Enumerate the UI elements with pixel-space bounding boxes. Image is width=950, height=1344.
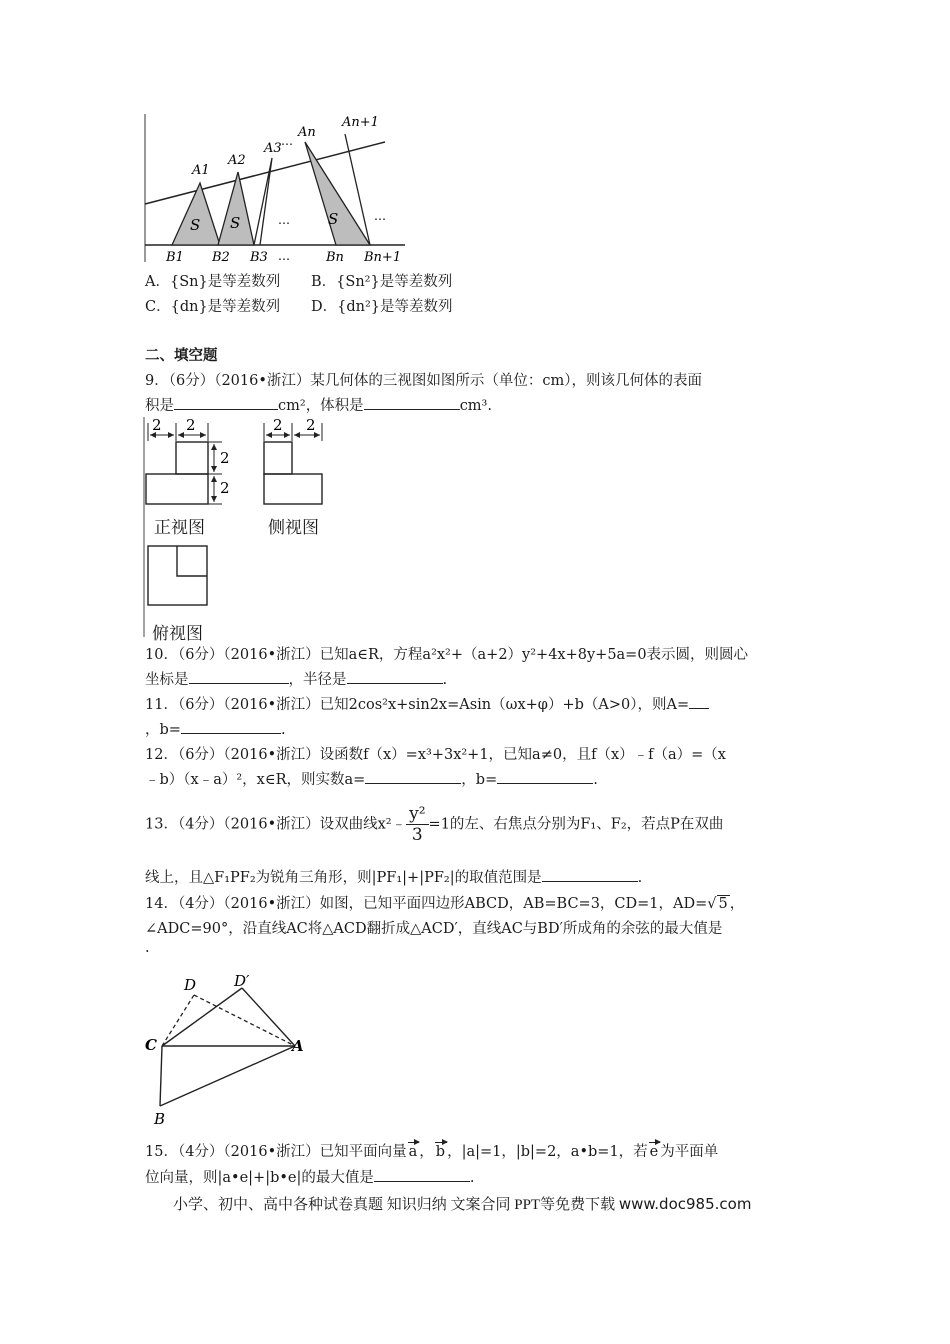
q8-option-a: A．{Sn}是等差数列: [145, 274, 281, 290]
fig14-label: D: [184, 976, 197, 994]
answer-blank: [689, 694, 709, 709]
side-view-label: 侧视图: [268, 518, 319, 538]
q13-text: 13．（4分）（2016•浙江）设双曲线x²﹣: [145, 816, 407, 833]
q15-line2: [145, 1166, 475, 1187]
fig8-label: …: [281, 134, 293, 148]
fig8-label: Bn+1: [364, 250, 402, 264]
q11-text: 11．（6分）（2016•浙江）已知2cos²x+sin2x=Asin（ωx+φ）+b（A>0），则A=: [145, 697, 690, 713]
q13-line1: [145, 804, 723, 845]
fig8-label: A2: [228, 153, 246, 168]
q12-text: ﹣b）（x﹣a）²，x∈R，则实数a=: [145, 772, 366, 788]
fig14-label: A: [292, 1037, 304, 1055]
answer-blank: [174, 395, 278, 410]
answer-blank: [374, 1167, 470, 1182]
q13-text: 线上，且△F₁PF₂为锐角三角形，则|PF₁|+|PF₂|的取值范围是: [145, 870, 542, 886]
q8-option-c: C．{dn}是等差数列: [145, 299, 281, 315]
fig8-label: B2: [212, 250, 230, 264]
fig8-label: An: [298, 125, 316, 140]
q15-end: .: [469, 1170, 475, 1186]
vector-e: e: [649, 1144, 659, 1160]
fig14-label: B: [154, 1110, 166, 1128]
fig8-area-label: S: [190, 216, 201, 234]
q9-text: 积是: [145, 398, 174, 414]
sqrt-symbol: √: [707, 896, 717, 912]
dimension-label: 2: [306, 416, 316, 434]
q13-line2: [145, 866, 642, 887]
q10-end: .: [442, 672, 448, 688]
q12-end: .: [593, 772, 598, 788]
q9-unit: cm²: [278, 398, 306, 414]
vector-a: a: [408, 1144, 418, 1160]
fig8-label: …: [278, 213, 290, 227]
section-title: 二、填空题: [145, 347, 218, 364]
answer-blank: [497, 769, 593, 784]
fig8-label: …: [374, 209, 386, 223]
fig14-label: C: [145, 1036, 157, 1054]
q10-line1: 10．（6分）（2016•浙江）已知a∈R，方程a²x²+（a+2）y²+4x+8y+5a=0表示圆，则圆心: [145, 647, 749, 663]
fig8-label: A3: [264, 141, 282, 156]
answer-blank: [365, 769, 461, 784]
q15-text: 位向量，则|a•e|+|b•e|的最大值是: [145, 1170, 374, 1186]
q14-line3: .: [145, 940, 150, 956]
q15-line1: [145, 1140, 718, 1161]
sequence-triangles-figure: [140, 112, 410, 264]
q14-text: 14．（4分）（2016•浙江）如图，已知平面四边形ABCD，AB=BC=3，CD=1，AD=: [145, 896, 708, 912]
q12-text: ，b=: [461, 772, 498, 788]
vector-b: b: [435, 1144, 446, 1160]
fig8-area-label: S: [328, 210, 339, 228]
q12-line2: [145, 768, 598, 789]
fig8-label: B3: [250, 250, 268, 264]
q11-end: .: [280, 722, 286, 738]
q10-line2: [145, 668, 447, 689]
dimension-label: 2: [273, 416, 283, 434]
q14-text: ，: [729, 896, 745, 912]
quadrilateral-fold-figure: [140, 968, 320, 1128]
q12-line1: 12．（6分）（2016•浙江）设函数f（x）=x³+3x²+1，已知a≠0，且f（x）﹣f（a）=（x: [145, 747, 726, 763]
q8-option-b: B．{Sn²}是等差数列: [311, 274, 453, 290]
dimension-label: 2: [186, 416, 196, 434]
dimension-label: 2: [220, 479, 230, 497]
answer-blank: [181, 719, 281, 734]
fig8-label: An+1: [342, 115, 379, 130]
q9-end: .: [487, 398, 492, 414]
answer-blank: [347, 669, 443, 684]
q14-line1: [145, 892, 744, 913]
footer-link[interactable]: www.doc985.com: [618, 1195, 752, 1213]
q15-text: |a|=1，|b|=2，a•b=1，若: [461, 1144, 648, 1160]
fig8-label: A1: [192, 163, 210, 178]
q11-line2: [145, 718, 286, 739]
dimension-label: 2: [152, 416, 162, 434]
q9-line1: 9．（6分）（2016•浙江）某几何体的三视图如图所示（单位：cm），则该几何体的表面: [145, 373, 703, 389]
q9-unit: cm³: [459, 398, 488, 414]
q14-line2: ∠ADC=90°，沿直线AC将△ACD翻折成△ACD′，直线AC与BD′所成角的余弦的最大值是: [145, 921, 723, 937]
q13-text: =1的左、右焦点分别为F₁、F₂，若点P在双曲: [428, 816, 724, 833]
front-view-label: 正视图: [154, 518, 205, 538]
q11-line1: [145, 693, 709, 714]
q15-separator: ，: [447, 1144, 462, 1160]
q15-text: 15．（4分）（2016•浙江）已知平面向量: [145, 1144, 407, 1160]
answer-blank: [189, 669, 289, 684]
q13-end: .: [637, 870, 643, 886]
dimension-label: 2: [220, 449, 230, 467]
q15-text: 为平面单: [660, 1144, 719, 1160]
fig8-label: …: [278, 249, 290, 263]
fig14-label: D′: [234, 972, 250, 990]
fig8-label: B1: [166, 250, 184, 264]
answer-blank: [364, 395, 460, 410]
q11-text: ，b=: [145, 722, 181, 738]
sqrt-radicand: 5: [718, 896, 728, 912]
fraction-numerator: y²: [406, 804, 428, 825]
fraction-denominator: 3: [411, 825, 423, 845]
fraction: [406, 804, 428, 845]
footer-text: 小学、初中、高中各种试卷真题 知识归纳 文案合同 PPT等免费下载: [173, 1197, 616, 1213]
q9-line2: [145, 394, 492, 415]
q8-option-d: D．{dn²}是等差数列: [311, 299, 453, 315]
q10-text: 坐标是: [145, 672, 189, 688]
q9-text: ，体积是: [305, 398, 364, 414]
fig8-area-label: S: [230, 214, 241, 232]
fig8-label: Bn: [326, 250, 344, 264]
q10-text: ，半径是: [288, 672, 347, 688]
answer-blank: [542, 867, 638, 882]
page-footer: [173, 1193, 751, 1214]
q15-separator: ，: [419, 1144, 434, 1160]
top-view-label: 俯视图: [152, 624, 203, 644]
